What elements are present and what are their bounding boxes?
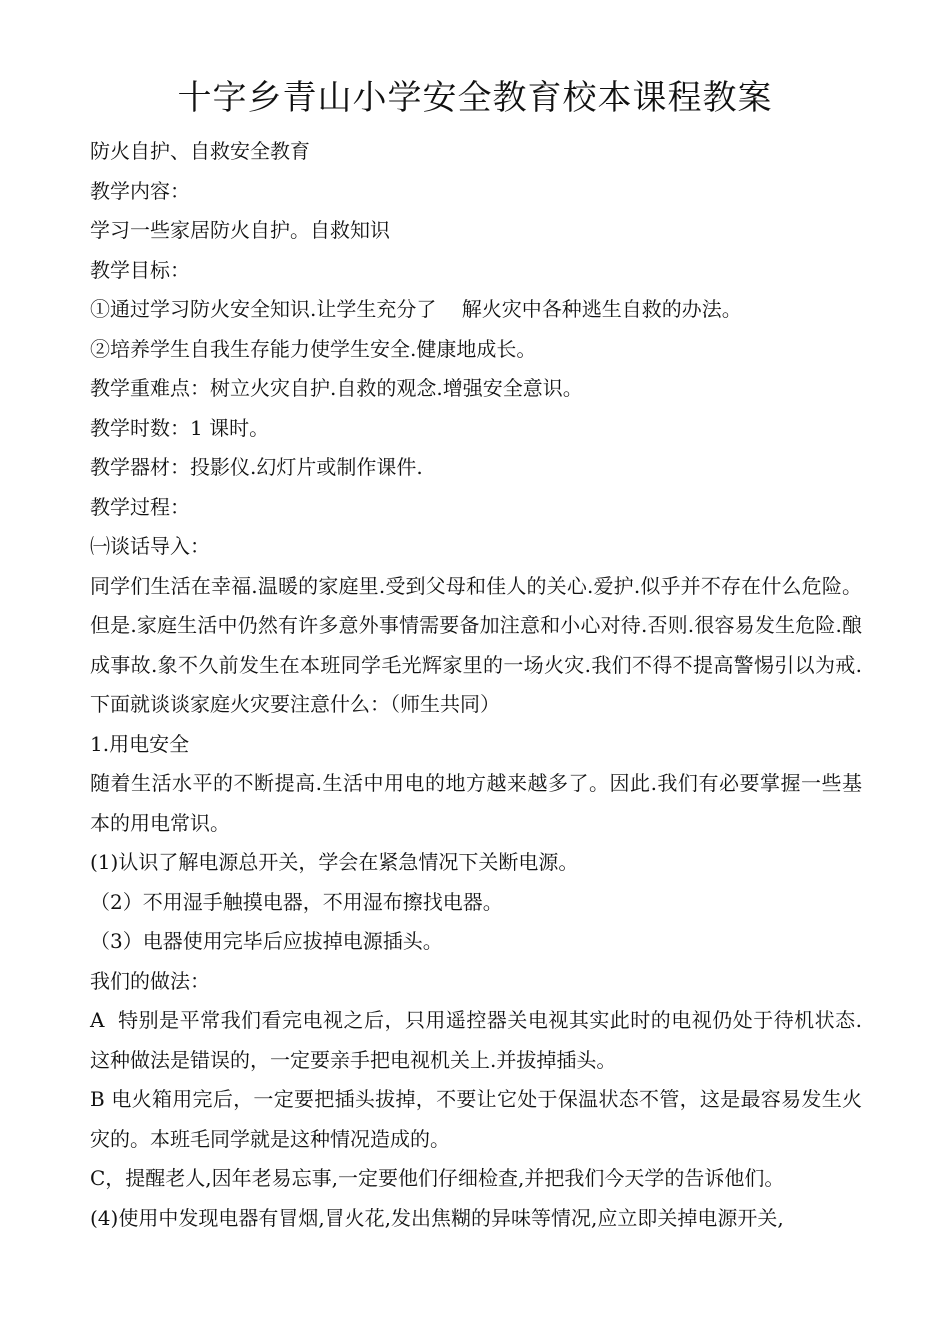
practice-item: C，提醒老人,因年老易忘事,一定要他们仔细检查,并把我们今天学的告诉他们。: [90, 1166, 785, 1190]
intro-paragraph: 同学们生活在幸福.温暖的家庭里.受到父母和佳人的关心.爱护.似乎并不存在什么危险。但是.家庭生活中仍然有许多意外事情需要备加注意和小心对待.否则.很容易发生危险.酿成事故.象不久前发生在本班同学毛光辉家里的一场火灾.我们不得不提高警惕引以为戒.下面就谈谈家庭火灾要注意什么：（师生共同）: [90, 573, 862, 716]
content-label: 教学内容：: [90, 178, 190, 203]
practice-item: B 电火箱用完后，一定要把插头拔掉，不要让它处于保温状态不管，这是最容易发生火灾的。本班毛同学就是这种情况造成的。: [90, 1087, 862, 1151]
key-points-line: 教学重难点：树立火灾自护.自救的观念.增强安全意识。: [90, 376, 583, 400]
materials-line: 教学器材：投影仪.幻灯片或制作课件.: [90, 455, 423, 479]
objective-item: ①通过学习防火安全知识.让学生充分了 解火灾中各种逃生自救的办法。: [90, 297, 742, 321]
subsection-heading: 1.用电安全: [90, 731, 190, 756]
document-body: [90, 132, 862, 1238]
objective-item: ②培养学生自我生存能力使学生安全.健康地成长。: [90, 336, 537, 361]
duration-line: 教学时数：1 课时。: [90, 415, 270, 440]
content-text: 学习一些家居防火自护。自救知识: [90, 218, 390, 242]
list-item: （3）电器使用完毕后应拔掉电源插头。: [90, 929, 443, 953]
practice-item: A 特别是平常我们看完电视之后，只用遥控器关电视其实此时的电视仍处于待机状态.这种做法是错误的，一定要亲手把电视机关上.并拔掉插头。: [90, 1008, 862, 1072]
electricity-paragraph: 随着生活水平的不断提高.生活中用电的地方越来越多了。因此.我们有必要掌握一些基本的用电常识。: [90, 771, 862, 835]
list-item: (1)认识了解电源总开关，学会在紧急情况下关断电源。: [90, 850, 579, 874]
objectives-label: 教学目标：: [90, 257, 190, 282]
process-label: 教学过程：: [90, 494, 190, 519]
section-heading: 防火自护、自救安全教育: [90, 139, 310, 163]
document-title: 十字乡青山小学安全教育校本课程教案: [177, 78, 773, 118]
list-item: （2）不用湿手触摸电器，不用湿布擦找电器。: [90, 889, 503, 914]
list-item: (4)使用中发现电器有冒烟,冒火花,发出焦糊的异味等情况,应立即关掉电源开关,: [90, 1205, 784, 1230]
intro-heading: ㈠谈话导入：: [90, 534, 210, 558]
practice-label: 我们的做法：: [90, 968, 210, 993]
